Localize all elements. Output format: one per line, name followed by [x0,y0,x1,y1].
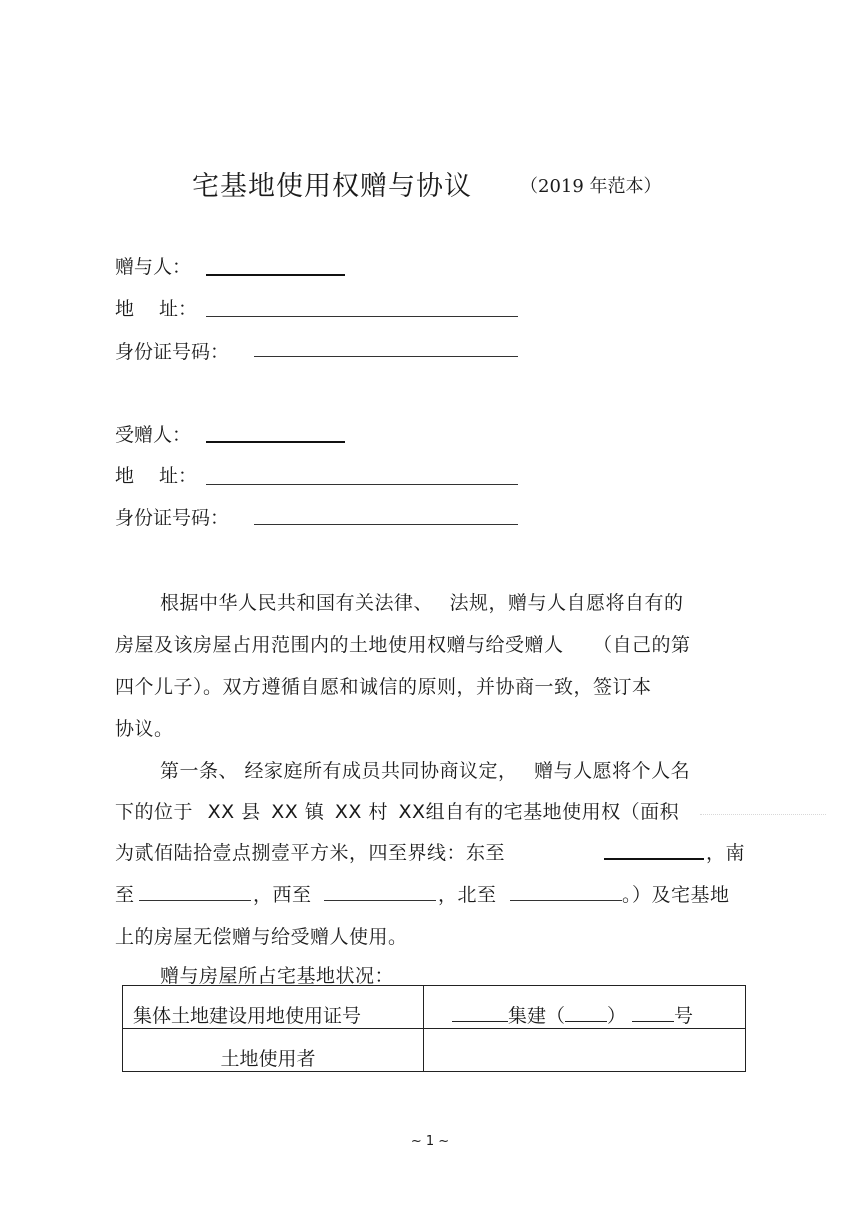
village-text: 村 [368,801,388,823]
article-1-line-3: 为贰佰陆拾壹点捌壹平方米，四至界线：东至 [115,842,506,864]
located-at-text: 下的位于 [115,801,194,823]
table-row [123,1029,746,1072]
number-suffix-text: 号 [674,1005,694,1027]
north-boundary-line [510,900,622,901]
homestead-status-table [122,985,746,1072]
close-paren-text: ） [607,1005,627,1027]
donor-address-label: 地 址： [115,298,198,320]
article-1-line-1: 第一条、 经家庭所有成员共同协商议定， 赠与人愿将个人名 [160,760,691,782]
donor-id-line [254,356,518,357]
document-subtitle: （2019 年范本） [520,176,662,197]
group-placeholder: XX [398,801,426,823]
certificate-blank-1 [452,1003,508,1022]
collective-build-text: 集建（ [508,1005,566,1027]
county-text: 县 [241,801,261,823]
recipient-name-line [206,441,345,443]
donor-name-line [206,274,345,276]
town-placeholder: XX [271,801,299,823]
land-user-label: 土地使用者 [123,1029,424,1072]
west-boundary-line [324,900,436,901]
donor-id-label: 身份证号码： [115,341,230,363]
donor-name-label: 赠与人： [115,256,192,278]
east-boundary-line [604,858,704,860]
recipient-id-label: 身份证号码： [115,507,230,529]
status-heading: 赠与房屋所占宅基地状况： [160,965,395,987]
document-title: 宅基地使用权赠与协议 [192,171,472,202]
article-1-line-5: 上的房屋无偿赠与给受赠人使用。 [115,926,408,948]
paragraph-1-line-2: 房屋及该房屋占用范围内的土地使用权赠与给受赠人 （自己的第 [115,634,691,656]
certificate-number-cell [424,986,746,1029]
paragraph-1-line-3: 四个儿子）。双方遵循自愿和诚信的原则，并协商一致，签订本 [115,676,652,698]
west-label-text: ，西至 [253,884,312,906]
article-1-line-4-end: 。）及宅基地 [622,884,730,906]
south-boundary-line [139,900,251,901]
south-comma-text: ，南 [706,842,746,864]
certificate-number-label: 集体土地建设用地使用证号 [123,986,424,1029]
faint-dotted-line [700,814,826,815]
group-text: 组自有的宅基地使用权（面积 [425,801,680,823]
village-placeholder: XX [334,801,362,823]
certificate-blank-2 [565,1003,607,1022]
paragraph-1-line-1: 根据中华人民共和国有关法律、 法规，赠与人自愿将自有的 [160,592,684,614]
land-user-value [424,1029,746,1072]
town-text: 镇 [304,801,325,823]
recipient-address-line [206,484,518,485]
county-placeholder: XX [207,801,235,823]
article-1-line-2 [115,797,679,824]
recipient-name-label: 受赠人： [115,424,192,446]
recipient-address-label: 地 址： [115,465,198,487]
north-label-text: ，北至 [438,884,497,906]
article-1-zhi-text: 至 [115,884,135,906]
recipient-id-line [254,524,518,525]
table-row [123,986,746,1029]
paragraph-1-line-4: 协议。 [115,718,174,740]
donor-address-line [206,316,518,317]
certificate-blank-3 [632,1003,674,1022]
page-number: ~ 1 ~ [410,1134,450,1149]
